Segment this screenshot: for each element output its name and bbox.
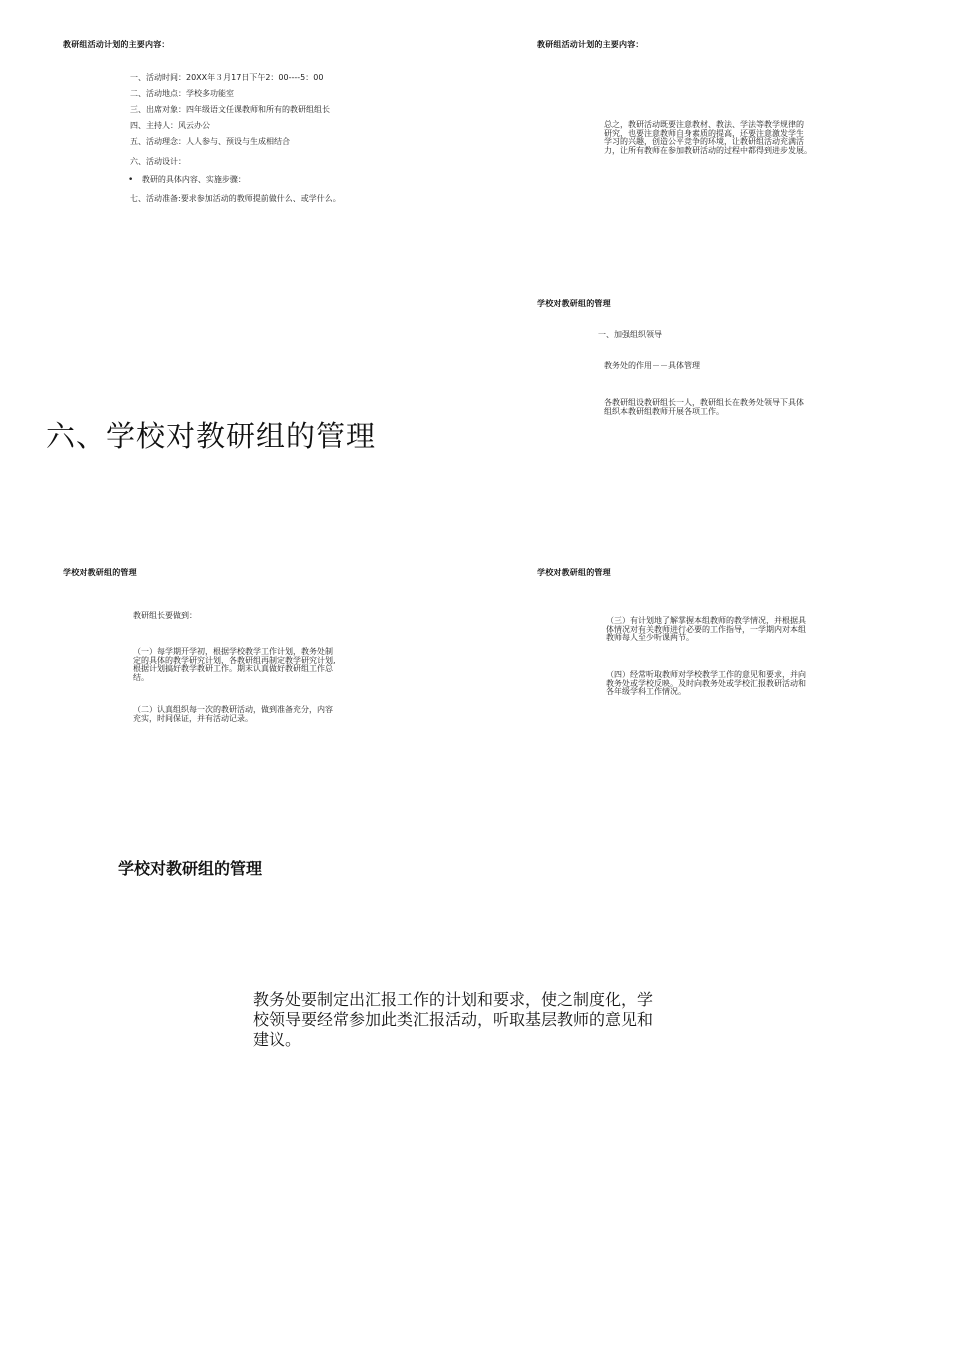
- paragraph-line: 体情况对有关教师进行必要的工作指导，一学期内对本组: [606, 624, 806, 634]
- slide-2-heading: 教研组活动计划的主要内容：: [537, 40, 644, 49]
- paragraph-line: 研究，也要注意教师自身素质的提高，还要注意激发学生: [604, 128, 804, 138]
- paragraph-line: 校领导要经常参加此类汇报活动，听取基层教师的意见和: [253, 1010, 654, 1029]
- activity-host: 四、主持人：风云办公: [130, 121, 210, 130]
- leader-intro: 教研组长要做到：: [133, 611, 197, 620]
- paragraph-line: 教务处或学校反映。及时向教务处或学校汇报教研活动和: [606, 678, 806, 688]
- activity-time: 一、活动时间：20XX年３月17日下午2：00----5：00: [130, 73, 324, 82]
- paragraph-line: 根据计划搞好教学教研工作。期末认真做好教研组工作总: [133, 664, 333, 673]
- report-paragraph: [253, 990, 723, 1050]
- paragraph-line: 教务处要制定出汇报工作的计划和要求，使之制度化，学: [253, 990, 654, 1009]
- slide-4-heading: 学校对教研组的管理: [537, 299, 611, 308]
- duty-four-paragraph: [606, 671, 836, 697]
- bullet-list-item: [128, 174, 246, 185]
- paragraph-line: 建议。: [253, 1030, 302, 1049]
- sub-heading-organize: 一、加强组织领导: [598, 330, 662, 339]
- bullet-icon: •: [128, 175, 134, 185]
- paragraph-line: 各年级学科工作情况。: [606, 687, 686, 696]
- paragraph-line: 各教研组设教研组长一人，教研组长在教务处领导下具体: [604, 398, 804, 407]
- paragraph-line: （一）每学期开学初，根据学校教学工作计划，教务处制: [133, 647, 333, 656]
- paragraph-line: （二）认真组织每一次的教研活动，做到准备充分，内容: [133, 705, 333, 714]
- slide-7-title: 学校对教研组的管理: [118, 859, 263, 878]
- paragraph-line: 力，让所有教师在参加教研活动的过程中都得到进步发展。: [604, 145, 812, 155]
- duty-three-paragraph: [606, 617, 836, 643]
- activity-preparation: 七、活动准备:要求参加活动的教师提前做什么、或学什么。: [130, 194, 341, 203]
- slide-1-heading: 教研组活动计划的主要内容：: [63, 40, 170, 49]
- paragraph-line: （三）有计划地了解掌握本组教师的教学情况，并根据具: [606, 616, 806, 625]
- sub-heading-role: 教务处的作用－－具体管理: [604, 361, 700, 370]
- paragraph-line: 结。: [133, 672, 149, 682]
- bullet-text: 教研的具体内容、实施步骤：: [141, 175, 246, 184]
- paragraph-line: 学习的兴趣，创造公平竞争的环境，让教研组活动充满活: [604, 137, 804, 146]
- management-paragraph: [604, 399, 834, 416]
- paragraph-line: 充实，时间保证，并有活动记录。: [133, 713, 253, 723]
- paragraph-line: （四）经常听取教师对学校教学工作的意见和要求，并向: [606, 670, 806, 679]
- slide-6-heading: 学校对教研组的管理: [537, 568, 611, 577]
- paragraph-line: 总之，教研活动既要注意教材、教法、学法等教学规律的: [604, 120, 804, 129]
- activity-design: 六、活动设计：: [130, 157, 186, 166]
- activity-location: 二、活动地点：学校多功能室: [130, 89, 234, 98]
- activity-concept: 五、活动理念：人人参与、预设与生成相结合: [130, 137, 290, 146]
- activity-attendees: 三、出席对象：四年级语文任课教师和所有的教研组组长: [130, 105, 330, 114]
- duty-two-paragraph: [133, 706, 363, 723]
- paragraph-line: 组织本教研组教师开展各项工作。: [604, 406, 724, 416]
- paragraph-line: 教师每人至少听课两节。: [606, 633, 694, 642]
- paragraph-line: 定的具体的教学研究计划，各教研组再制定教学研究计划,: [133, 655, 336, 665]
- section-title: 六、学校对教研组的管理: [46, 419, 377, 453]
- summary-paragraph: [604, 121, 834, 155]
- duty-one-paragraph: [133, 648, 363, 682]
- slide-5-heading: 学校对教研组的管理: [63, 568, 137, 577]
